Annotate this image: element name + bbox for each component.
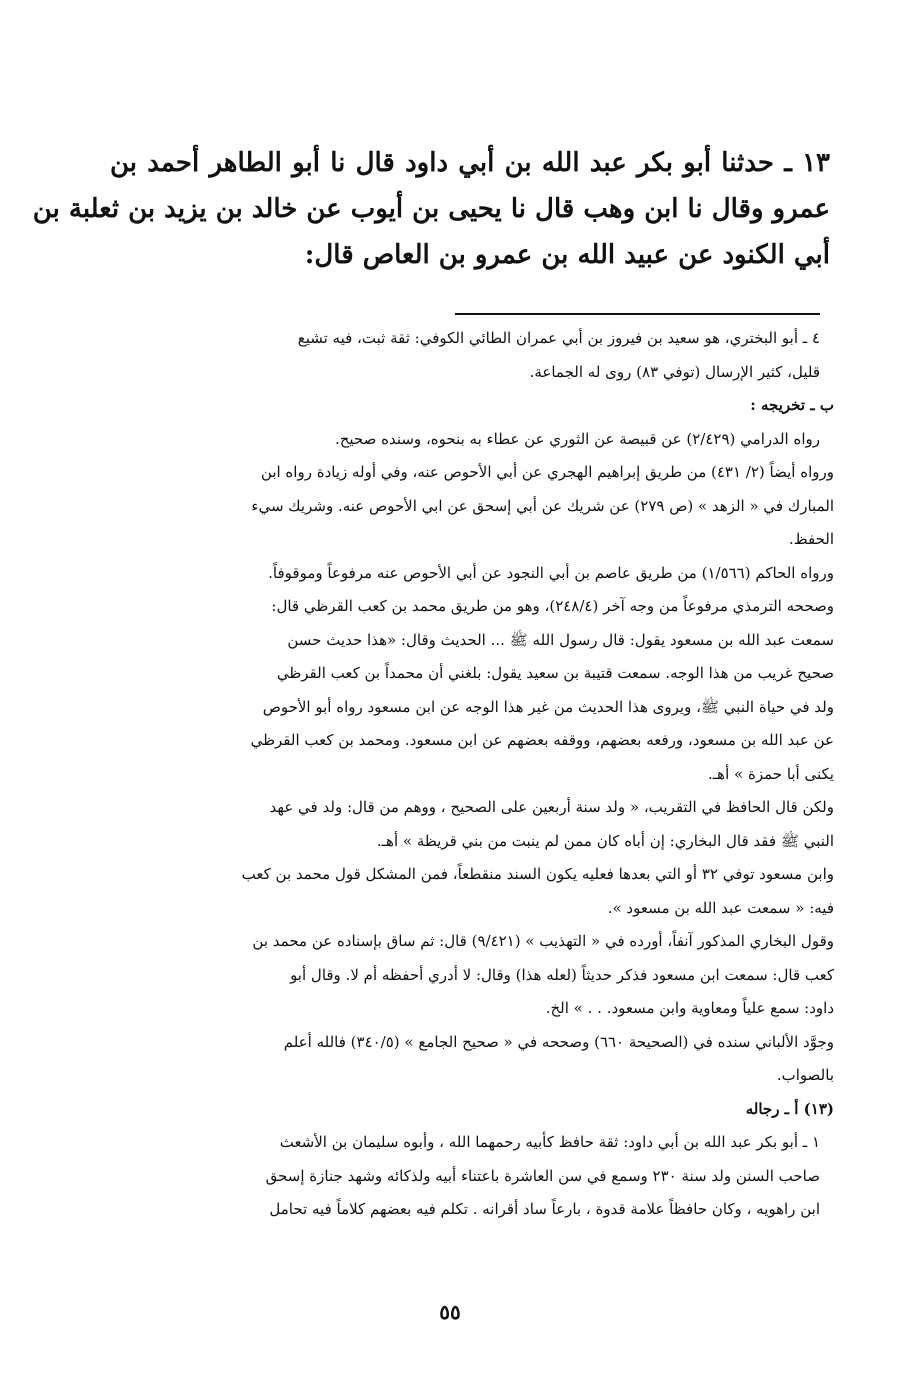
rijal-heading: (١٣) أ ـ رجاله	[745, 1099, 834, 1118]
note-line: الحفظ.	[788, 530, 834, 548]
takhrij-paragraph	[112, 590, 834, 791]
note-line: وجوَّد الألباني سنده في (الصحيحة ٦٦٠) وصححه في « صحيح الجامع » (٣٤٠/٥) فالله أعلم	[283, 1032, 834, 1051]
note-line: صحيح غريب من هذا الوجه. سمعت قتيبة بن سعيد يقول: بلغني أن محمداً بن كعب القرظي	[276, 664, 834, 682]
note-line: المبارك في « الزهد » (ص ٢٧٩) عن شريك عن أبي إسحق عن ابي الأحوص عنه. وشريك سيء	[251, 496, 834, 515]
takhrij-paragraph	[112, 791, 834, 858]
note-line: ١ ـ أبو بكر عبد الله بن أبي داود: ثقة حافظ كأبيه رحمهما الله ، وأبوه سليمان بن الأشعث	[279, 1133, 820, 1151]
hadith-text	[32, 140, 830, 278]
note-line: ابن راهويه ، وكان حافظاً علامة قدوة ، بارعاً ساد أقرانه . تكلم فيه بعضهم كلاماً فيه تحامل	[269, 1200, 820, 1218]
note-line: سمعت عبد الله بن مسعود يقول: قال رسول الله ﷺ ... الحديث وقال: «هذا حديث حسن	[287, 630, 834, 649]
page-number: ٥٥	[439, 1300, 461, 1324]
takhrij-paragraph	[112, 423, 834, 457]
takhrij-paragraph	[112, 925, 834, 1026]
note-line: النبي ﷺ فقد قال البخاري: إن أباه كان ممن لم ينبت من بني قريظة » أهـ.	[376, 831, 834, 850]
note-line: ورواه أيضاً (٢/ ٤٣١) من طريق إبراهيم الهجري عن أبي الأحوص عنه، وفي أوله زيادة رواه ابن	[260, 463, 834, 481]
footnotes	[112, 322, 834, 1227]
takhrij-paragraph	[112, 557, 834, 591]
note-line: فيه: « سمعت عبد الله بن مسعود ».	[607, 898, 834, 917]
takhrij-paragraph	[112, 456, 834, 557]
note-line: رواه الدرامي (٢/٤٢٩) عن قبيصة عن الثوري عن عطاء به بنحوه، وسنده صحيح.	[334, 429, 820, 448]
note-line: ٤ ـ أبو البختري، هو سعيد بن فيروز بن أبي عمران الطائي الكوفي: ثقة ثبت، فيه تشيع	[297, 329, 820, 347]
note-line: قليل، كثير الإرسال (توفي ٨٣) روى له الجماعة.	[529, 362, 820, 381]
hadith-line: أبي الكنود عن عبيد الله بن عمرو بن العاص قال:	[304, 240, 830, 270]
note-line: وابن مسعود توفي ٣٢ أو التي بعدها فعليه يكون السند منقطعاً، فمن المشكل قول محمد بن كعب	[241, 865, 834, 883]
hadith-line: عمرو وقال نا ابن وهب قال نا يحيى بن أيوب عن خالد بن يزيد بن ثعلبة بن	[32, 194, 830, 224]
takhrij-paragraph	[112, 1026, 834, 1093]
takhrij-heading: ب ـ تخريجه :	[750, 396, 834, 414]
note-line: كعب قال: سمعت ابن مسعود فذكر حديثاً (لعله هذا) وقال: لا أدري أحفظه أم لا. وقال أبو	[290, 965, 834, 984]
narrator-note	[112, 322, 834, 389]
note-line: يكنى أبا حمزة » أهـ.	[708, 764, 834, 783]
footnote-separator	[455, 313, 820, 315]
hadith-line: ١٣ ـ حدثنا أبو بكر عبد الله بن أبي داود قال نا أبو الطاهر أحمد بن	[110, 148, 830, 178]
note-line: ورواه الحاكم (١/٥٦٦) من طريق عاصم بن أبي النجود عن أبي الأحوص عنه مرفوعاً وموقوفاً.	[268, 563, 834, 582]
note-line: بالصواب.	[776, 1066, 834, 1084]
takhrij-paragraph	[112, 858, 834, 925]
note-line: وقول البخاري المذكور آنفاً، أورده في « التهذيب » (٩/٤٢١) قال: ثم ساق بإسناده عن محمد بن	[252, 932, 834, 950]
note-line: صاحب السنن ولد سنة ٢٣٠ وسمع في سن العاشرة باعتناء أبيه ولذكائه وشهد جنازة إسحق	[265, 1166, 820, 1185]
note-line: ولكن قال الحافظ في التقريب، « ولد سنة أربعين على الصحيح ، ووهم من قال: ولد في عهد	[269, 798, 834, 816]
note-line: وصححه الترمذي مرفوعاً من وجه آخر (٢٤٨/٤)، وهو من طريق محمد بن كعب القرظي قال:	[271, 597, 834, 615]
note-line: ولد في حياة النبي ﷺ، ويروى هذا الحديث من غير هذا الوجه عن ابن مسعود رواه أبو الأحوص	[262, 697, 834, 716]
note-line: داود: سمع علياً ومعاوية وابن مسعود. . . » الخ.	[545, 999, 834, 1017]
note-line: عن عبد الله بن مسعود، ورفعه بعضهم، ووقفه بعضهم عن ابن مسعود. ومحمد بن كعب القرظي	[250, 731, 834, 749]
rijal-paragraph	[112, 1126, 834, 1227]
